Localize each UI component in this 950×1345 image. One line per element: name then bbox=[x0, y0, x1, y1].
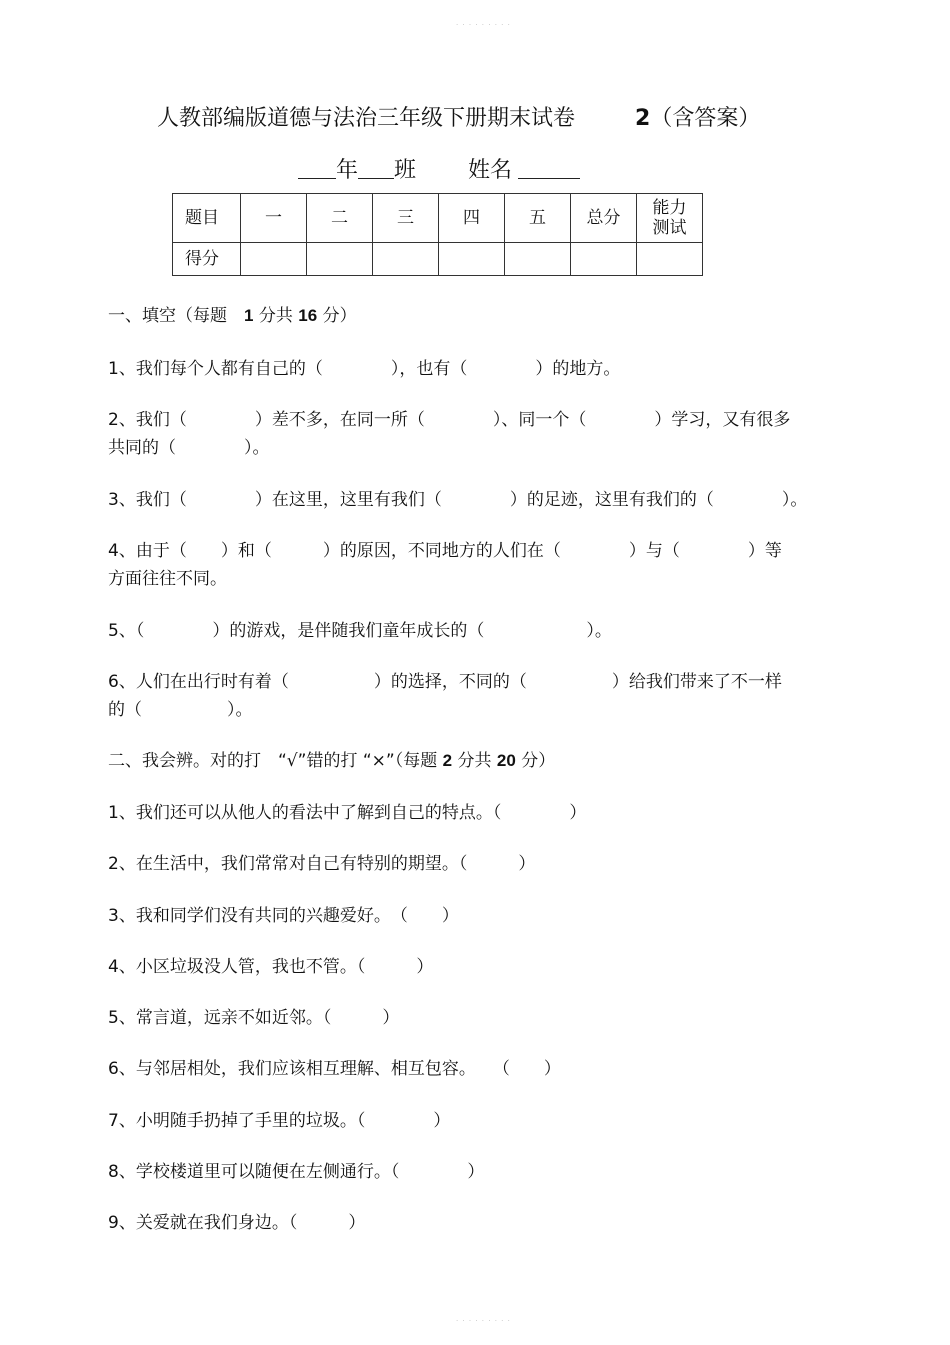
judge-question-2: 2、在生活中，我们常常对自己有特别的期望。（ ） bbox=[108, 854, 536, 874]
score-header-cell: 五 bbox=[505, 194, 571, 243]
class-blank bbox=[358, 156, 394, 179]
score-cell[interactable] bbox=[571, 243, 637, 276]
score-cell[interactable] bbox=[307, 243, 373, 276]
fill-question-6: 6、人们在出行时有着（ ）的选择，不同的（ ）给我们带来了不一样 bbox=[108, 672, 782, 692]
fill-question-6-continued: 的（ ）。 bbox=[108, 700, 253, 720]
judge-question-9: 9、关爱就在我们身边。（ ） bbox=[108, 1213, 366, 1233]
fill-question-2: 2、我们（ ）差不多，在同一所（ ）、同一个（ ）学习，又有很多 bbox=[108, 410, 791, 430]
section1-points-total: 16 bbox=[298, 306, 318, 325]
section2-title-mid: 分共 bbox=[457, 751, 492, 771]
section2-title-end: 分） bbox=[521, 751, 556, 771]
name-blank bbox=[518, 156, 580, 179]
section1-title-mid: 分共 bbox=[258, 306, 293, 326]
page-title bbox=[157, 101, 760, 132]
section1-title-end: 分） bbox=[322, 306, 357, 326]
score-header-cell: 能力 测试 bbox=[637, 194, 703, 243]
fill-question-5: 5、（ ）的游戏，是伴随我们童年成长的（ ）。 bbox=[108, 621, 612, 641]
score-cell[interactable] bbox=[241, 243, 307, 276]
score-cell[interactable] bbox=[505, 243, 571, 276]
score-header-cell: 总分 bbox=[571, 194, 637, 243]
name-label: 姓名 bbox=[468, 158, 513, 183]
score-header-cell: 三 bbox=[373, 194, 439, 243]
judge-question-7: 7、小明随手扔掉了手里的垃圾。（ ） bbox=[108, 1111, 451, 1131]
fill-question-4: 4、由于（ ）和（ ）的原因，不同地方的人们在（ ）与（ ）等 bbox=[108, 541, 782, 561]
score-header-cell: 一 bbox=[241, 194, 307, 243]
score-row-label: 得分 bbox=[173, 243, 241, 276]
section1-title bbox=[108, 302, 357, 330]
fill-question-3: 3、我们（ ）在这里，这里有我们（ ）的足迹，这里有我们的（ ）。 bbox=[108, 490, 808, 510]
student-info-line bbox=[298, 153, 580, 184]
fill-question-1: 1、我们每个人都有自己的（ ），也有（ ）的地方。 bbox=[108, 359, 621, 379]
judge-question-4: 4、小区垃圾没人管，我也不管。（ ） bbox=[108, 957, 434, 977]
score-header-cell: 四 bbox=[439, 194, 505, 243]
section2-points-total: 20 bbox=[496, 751, 516, 770]
page-mark-bottom: · · · · · · · · · bbox=[456, 1317, 511, 1325]
section2-points-each: 2 bbox=[442, 751, 453, 770]
score-table-score-row bbox=[173, 243, 703, 276]
title-text: 人教部编版道德与法治三年级下册期末试卷 bbox=[157, 106, 576, 131]
section1-points-each: 1 bbox=[244, 306, 254, 325]
grade-blank bbox=[298, 156, 336, 179]
score-header-cell: 二 bbox=[307, 194, 373, 243]
section2-title-text: 二、我会辨。对的打 “√”错的打 “×”（每题 bbox=[108, 751, 438, 771]
title-number: 2 bbox=[635, 106, 651, 131]
score-cell[interactable] bbox=[439, 243, 505, 276]
fill-question-2-continued: 共同的（ ）。 bbox=[108, 438, 270, 458]
fill-question-4-continued: 方面往往不同。 bbox=[108, 569, 227, 589]
section2-title bbox=[108, 747, 555, 775]
score-header-cell: 题目 bbox=[173, 194, 241, 243]
class-label: 班 bbox=[394, 158, 417, 183]
section1-title-text: 一、填空（每题 bbox=[108, 306, 227, 326]
title-suffix: （含答案） bbox=[650, 106, 761, 131]
judge-question-3: 3、我和同学们没有共同的兴趣爱好。 （ ） bbox=[108, 906, 459, 926]
judge-question-5: 5、常言道，远亲不如近邻。（ ） bbox=[108, 1008, 400, 1028]
page-mark-top: · · · · · · · · · bbox=[456, 21, 511, 29]
year-label: 年 bbox=[336, 158, 359, 183]
judge-question-8: 8、学校楼道里可以随便在左侧通行。（ ） bbox=[108, 1162, 485, 1182]
score-cell[interactable] bbox=[637, 243, 703, 276]
score-table-header-row bbox=[173, 194, 703, 243]
judge-question-6: 6、与邻居相处，我们应该相互理解、相互包容。 （ ） bbox=[108, 1059, 561, 1079]
score-cell[interactable] bbox=[373, 243, 439, 276]
score-table bbox=[172, 193, 703, 276]
judge-question-1: 1、我们还可以从他人的看法中了解到自己的特点。（ ） bbox=[108, 803, 587, 823]
